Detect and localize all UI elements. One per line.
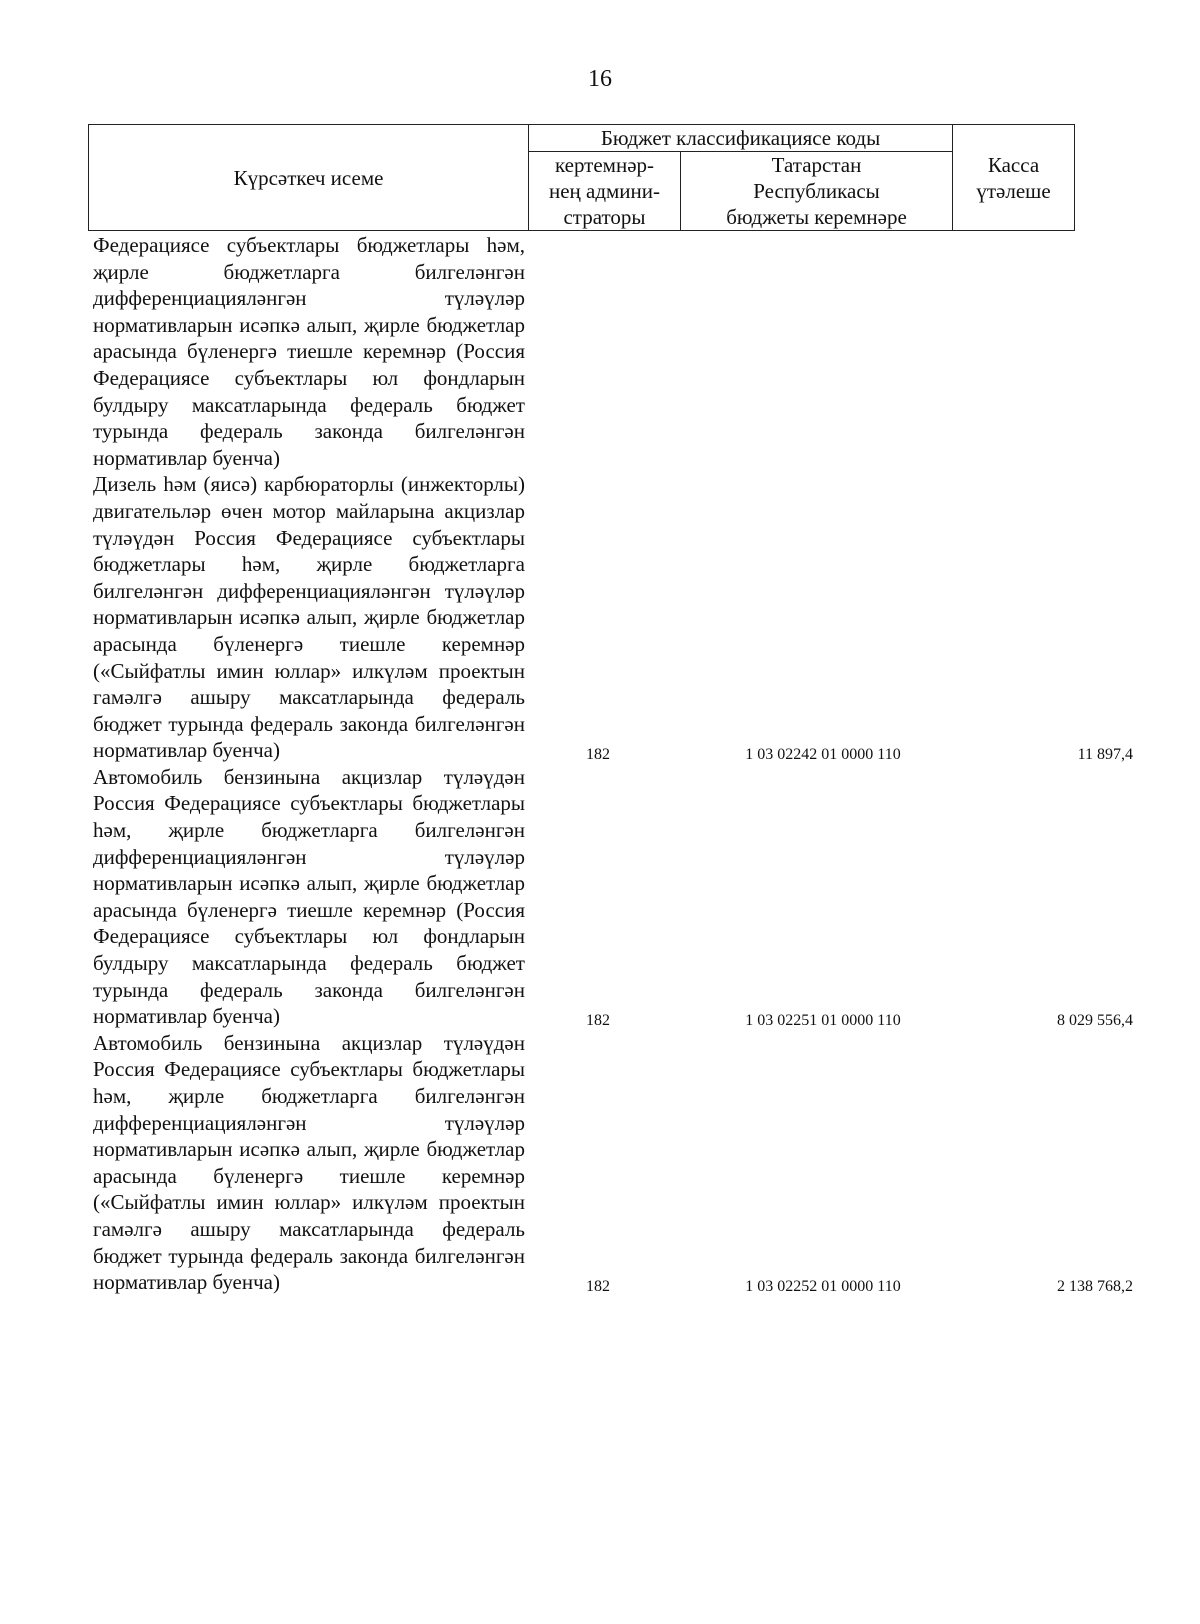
budget-classification-code: 1 03 02252 01 0000 110 xyxy=(745,1277,901,1295)
indicator-name: Автомобиль бензинына акцизлар түләүдән Россия Федерациясе субъектлары бюджетлары һәм, җирле бюджетларга билгеләнгән дифференциацияләнгән түләүләр нормативларын исәпкә алып, җирле бюджетлар арасында бүленергә тиешле керемнәр (Россия Федерациясе субъектлары юл фондларын булдыру максатларында федераль бюджет турында федераль законда билгеләнгән нормативлар буенча) xyxy=(93,764,525,1029)
administrator-code: 182 xyxy=(586,1011,610,1029)
header-administrators: кертемнәр- нең админи- страторы xyxy=(529,152,681,231)
cash-execution-value: 11 897,4 xyxy=(1077,745,1133,763)
table-body xyxy=(93,232,1133,1296)
cash-execution-value: 8 029 556,4 xyxy=(1057,1011,1133,1029)
header-budget-codes: Бюджет классификациясе коды xyxy=(529,125,953,152)
indicator-name: Автомобиль бензинына акцизлар түләүдән Россия Федерациясе субъектлары бюджетлары һәм, җирле бюджетларга билгеләнгән дифференциацияләнгән түләүләр нормативларын исәпкә алып, җирле бюджетлар арасында бүленергә тиешле керемнәр («Сыйфатлы имин юллар» илкүләм проектын гамәлгә ашыру максатларында федераль бюджет турында федераль законда билгеләнгән нормативлар буенча) xyxy=(93,1030,525,1295)
header-cash-execution: Касса үтәлеше xyxy=(953,125,1075,231)
administrator-code: 182 xyxy=(586,1277,610,1295)
header-tatarstan-revenues: Татарстан Республикасы бюджеты керемнәре xyxy=(681,152,953,231)
budget-classification-code: 1 03 02242 01 0000 110 xyxy=(745,745,901,763)
budget-classification-code: 1 03 02251 01 0000 110 xyxy=(745,1011,901,1029)
indicator-name: Дизель һәм (яисә) карбюраторлы (инжекторлы) двигательләр өчен мотор майларына акцизлар түләүдән Россия Федерациясе субъектлары бюджетлары һәм, җирле бюджетларга билгеләнгән дифференциацияләнгән түләүләр нормативларын исәпкә алып, җирле бюджетлар арасында бүленергә тиешле керемнәр («Сыйфатлы имин юллар» илкүләм проектын гамәлгә ашыру максатларында федераль бюджет турында федераль законда билгеләнгән нормативлар буенча) xyxy=(93,472,525,763)
header-indicator-name: Күрсәткеч исеме xyxy=(89,125,529,231)
table-row xyxy=(93,1030,1133,1296)
table-row xyxy=(93,471,1133,764)
indicator-name: Федерациясе субъектлары бюджетлары һәм, җирле бюджетларга билгеләнгән дифференциацияләнгән түләүләр нормативларын исәпкә алып, җирле бюджетлар арасында бүленергә тиешле керемнәр (Россия Федерациясе субъектлары юл фондларын булдыру максатларында федераль бюджет турында федераль законда билгеләнгән нормативлар буенча) xyxy=(93,233,525,470)
table-row xyxy=(93,764,1133,1030)
page-number: 16 xyxy=(588,66,612,92)
table-header xyxy=(88,124,1075,231)
administrator-code: 182 xyxy=(586,745,610,763)
cash-execution-value: 2 138 768,2 xyxy=(1057,1277,1133,1295)
table-row xyxy=(93,232,1133,471)
